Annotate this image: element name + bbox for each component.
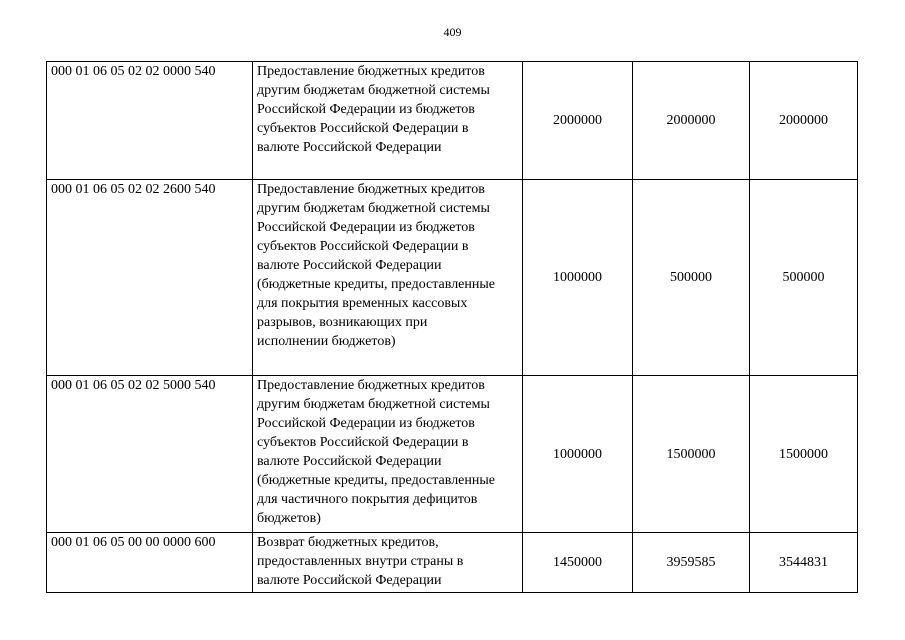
description-line: другим бюджетам бюджетной системы [257, 83, 490, 98]
budget-code-cell: 000 01 06 05 02 02 0000 540 [47, 62, 253, 180]
description-line: субъектов Российской Федерации в [257, 435, 469, 450]
description-line: Российской Федерации из бюджетов [257, 220, 475, 235]
table-row [47, 533, 858, 593]
description-line: субъектов Российской Федерации в [257, 239, 469, 254]
description-line: валюте Российской Федерации [257, 258, 442, 273]
amount-cell-year-2: 1500000 [633, 376, 750, 533]
table-row [47, 62, 858, 180]
amount-cell-year-2: 2000000 [633, 62, 750, 180]
budget-table [46, 61, 858, 593]
description-line: для частичного покрытия дефицитов [257, 492, 478, 507]
amount-cell-year-1: 2000000 [523, 62, 633, 180]
amount-cell-year-3: 3544831 [750, 533, 858, 593]
description-line: (бюджетные кредиты, предоставленные [257, 473, 495, 488]
amount-cell-year-1: 1450000 [523, 533, 633, 593]
amount-cell-year-1: 1000000 [523, 376, 633, 533]
description-line: другим бюджетам бюджетной системы [257, 397, 490, 412]
description-line: Предоставление бюджетных кредитов [257, 182, 485, 197]
description-line: (бюджетные кредиты, предоставленные [257, 277, 495, 292]
amount-cell-year-2: 3959585 [633, 533, 750, 593]
description-line: для покрытия временных кассовых [257, 296, 468, 311]
description-cell [253, 533, 523, 593]
description-cell [253, 180, 523, 376]
amount-cell-year-3: 2000000 [750, 62, 858, 180]
description-line: валюте Российской Федерации [257, 140, 442, 155]
description-line: другим бюджетам бюджетной системы [257, 201, 490, 216]
budget-code-cell: 000 01 06 05 02 02 5000 540 [47, 376, 253, 533]
description-line: валюте Российской Федерации [257, 454, 442, 469]
description-line: Предоставление бюджетных кредитов [257, 64, 485, 79]
description-line: Российской Федерации из бюджетов [257, 416, 475, 431]
description-line: Российской Федерации из бюджетов [257, 102, 475, 117]
description-line: предоставленных внутри страны в [257, 554, 464, 569]
description-line: Возврат бюджетных кредитов, [257, 535, 439, 550]
description-line: разрывов, возникающих при [257, 315, 428, 330]
description-line: валюте Российской Федерации [257, 573, 442, 588]
budget-code-cell: 000 01 06 05 00 00 0000 600 [47, 533, 253, 593]
description-cell [253, 62, 523, 180]
amount-cell-year-1: 1000000 [523, 180, 633, 376]
amount-cell-year-3: 500000 [750, 180, 858, 376]
description-line: субъектов Российской Федерации в [257, 121, 469, 136]
amount-cell-year-2: 500000 [633, 180, 750, 376]
budget-code-cell: 000 01 06 05 02 02 2600 540 [47, 180, 253, 376]
description-line: бюджетов) [257, 511, 321, 526]
amount-cell-year-3: 1500000 [750, 376, 858, 533]
description-cell [253, 376, 523, 533]
table-row [47, 180, 858, 376]
description-line: исполнении бюджетов) [257, 334, 396, 349]
table-row [47, 376, 858, 533]
page-number: 409 [443, 25, 462, 39]
description-line: Предоставление бюджетных кредитов [257, 378, 485, 393]
